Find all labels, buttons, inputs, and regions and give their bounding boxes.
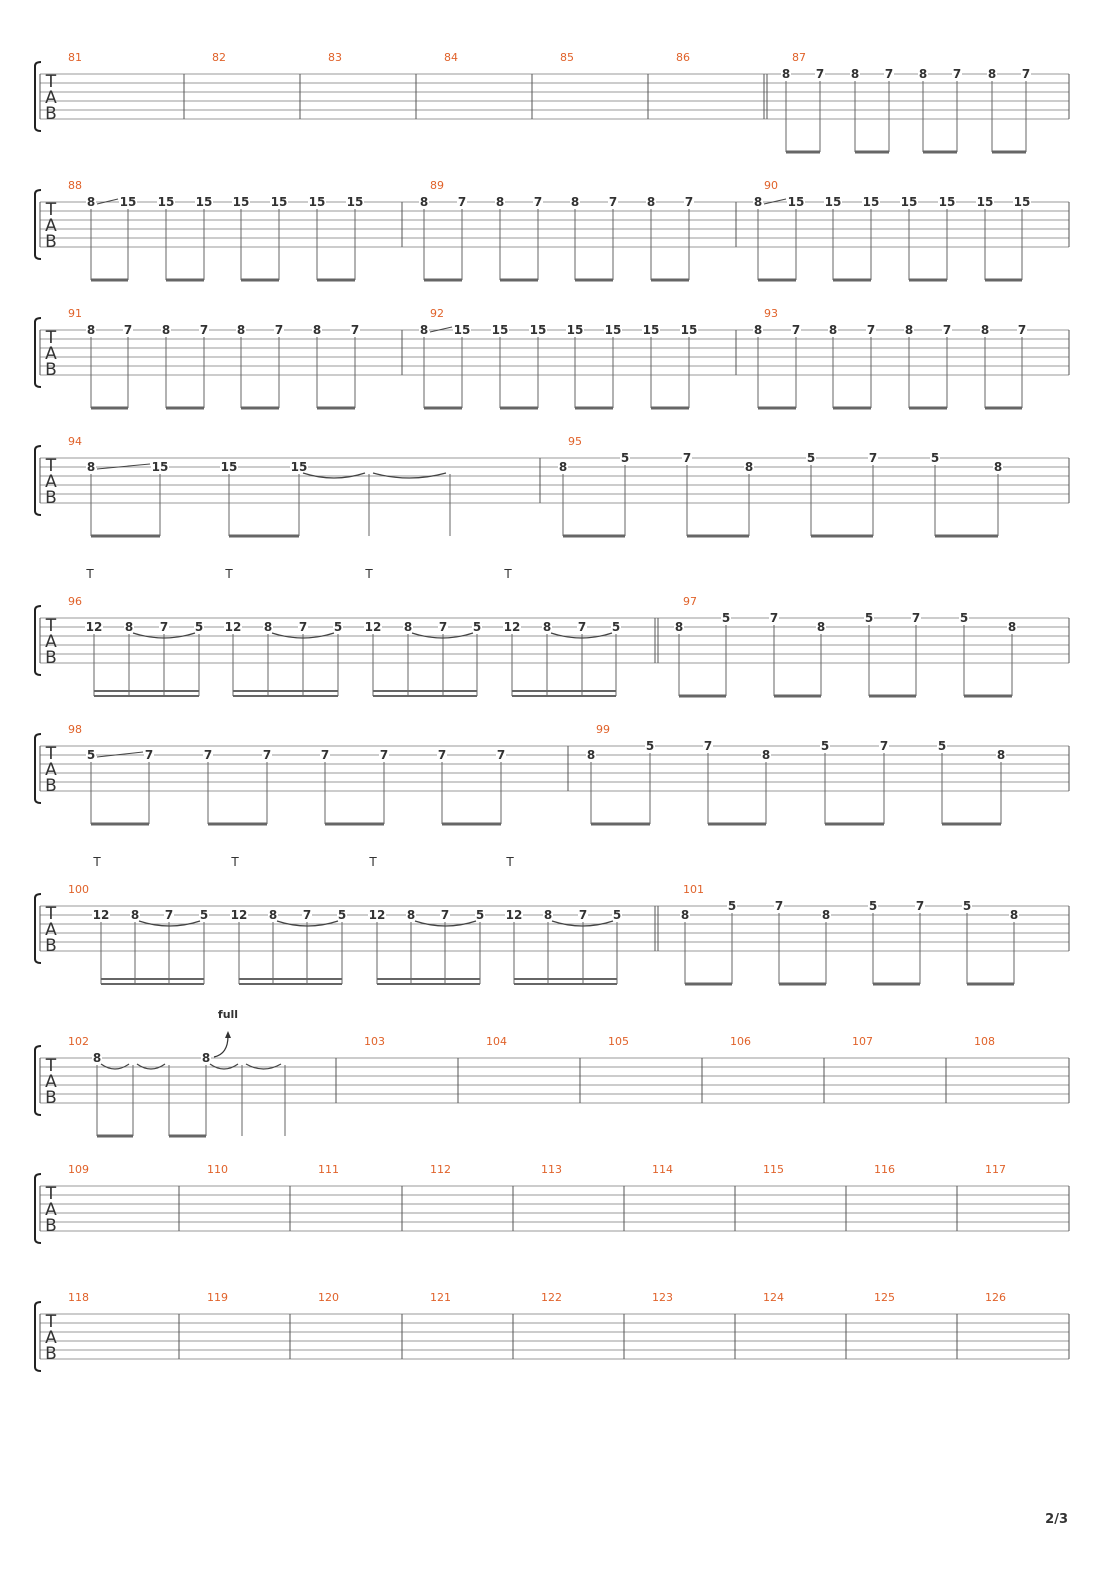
fret-number: 7 bbox=[350, 323, 360, 337]
measure bbox=[730, 1035, 751, 1048]
fret-number: 5 bbox=[475, 908, 485, 922]
tab-system bbox=[35, 51, 1069, 152]
fret-number: 8 bbox=[161, 323, 171, 337]
fret-number: 15 bbox=[270, 195, 288, 209]
fret-number: 8 bbox=[403, 620, 413, 634]
fret-number: 12 bbox=[368, 908, 386, 922]
fret-number: 5 bbox=[721, 611, 731, 625]
fret-number: 8 bbox=[821, 908, 831, 922]
measure-number: 102 bbox=[68, 1035, 89, 1048]
measure-number: 108 bbox=[974, 1035, 995, 1048]
fret-number: 15 bbox=[220, 460, 238, 474]
tab-clef-letter: T bbox=[45, 200, 57, 220]
measure-number: 91 bbox=[68, 307, 82, 320]
fret-number: 8 bbox=[1007, 620, 1017, 634]
measure bbox=[328, 51, 342, 64]
measure-number: 117 bbox=[985, 1163, 1006, 1176]
measure-number: 115 bbox=[763, 1163, 784, 1176]
tab-clef-letter: A bbox=[45, 344, 57, 364]
bend-arrowhead bbox=[225, 1031, 231, 1038]
measure-number: 114 bbox=[652, 1163, 673, 1176]
tap-marker: T bbox=[369, 855, 377, 869]
fret-number: 8 bbox=[993, 460, 1003, 474]
measure bbox=[852, 1035, 873, 1048]
fret-number: 7 bbox=[144, 748, 154, 762]
fret-number: 15 bbox=[900, 195, 918, 209]
measure-number: 111 bbox=[318, 1163, 339, 1176]
tap-marker: T bbox=[93, 855, 101, 869]
measure-number: 87 bbox=[792, 51, 806, 64]
measure-number: 81 bbox=[68, 51, 82, 64]
measure bbox=[763, 1163, 784, 1176]
fret-number: 15 bbox=[976, 195, 994, 209]
tab-clef-letter: A bbox=[45, 1328, 57, 1348]
measure bbox=[318, 1291, 339, 1304]
fret-number: 7 bbox=[123, 323, 133, 337]
fret-number: 8 bbox=[406, 908, 416, 922]
fret-number: 8 bbox=[263, 620, 273, 634]
fret-number: 8 bbox=[1009, 908, 1019, 922]
fret-number: 5 bbox=[472, 620, 482, 634]
fret-number: 8 bbox=[419, 195, 429, 209]
measure bbox=[444, 51, 458, 64]
fret-number: 7 bbox=[952, 67, 962, 81]
measure bbox=[985, 1163, 1006, 1176]
tab-clef-letter: T bbox=[45, 456, 57, 476]
fret-number: 8 bbox=[816, 620, 826, 634]
measure bbox=[68, 1008, 285, 1136]
fret-number: 5 bbox=[937, 739, 947, 753]
fret-number: 5 bbox=[611, 620, 621, 634]
measure bbox=[318, 1163, 339, 1176]
measure-number: 90 bbox=[764, 179, 778, 192]
tab-clef-letter: A bbox=[45, 88, 57, 108]
fret-number: 12 bbox=[503, 620, 521, 634]
fret-number: 15 bbox=[938, 195, 956, 209]
fret-number: 8 bbox=[586, 748, 596, 762]
tab-clef-letter: T bbox=[45, 1056, 57, 1076]
measure bbox=[985, 1291, 1006, 1304]
measure bbox=[652, 1291, 673, 1304]
measure-number: 92 bbox=[430, 307, 444, 320]
tap-marker: T bbox=[506, 855, 514, 869]
fret-number: 15 bbox=[195, 195, 213, 209]
measure bbox=[68, 1291, 89, 1304]
fret-number: 15 bbox=[680, 323, 698, 337]
fret-number: 15 bbox=[787, 195, 805, 209]
tap-marker: T bbox=[231, 855, 239, 869]
fret-number: 15 bbox=[151, 460, 169, 474]
fret-number: 12 bbox=[224, 620, 242, 634]
measure bbox=[68, 567, 621, 696]
fret-number: 7 bbox=[379, 748, 389, 762]
fret-number: 7 bbox=[203, 748, 213, 762]
fret-number: 7 bbox=[884, 67, 894, 81]
fret-number: 5 bbox=[727, 899, 737, 913]
fret-number: 8 bbox=[781, 67, 791, 81]
measure bbox=[364, 1035, 385, 1048]
measure-number: 119 bbox=[207, 1291, 228, 1304]
measure-number: 113 bbox=[541, 1163, 562, 1176]
fret-number: 7 bbox=[320, 748, 330, 762]
fret-number: 5 bbox=[806, 451, 816, 465]
measure-number: 106 bbox=[730, 1035, 751, 1048]
tab-clef-letter: B bbox=[45, 104, 57, 124]
fret-number: 7 bbox=[684, 195, 694, 209]
fret-number: 8 bbox=[130, 908, 140, 922]
measure-number: 88 bbox=[68, 179, 82, 192]
measure-number: 94 bbox=[68, 435, 82, 448]
fret-number: 5 bbox=[612, 908, 622, 922]
fret-number: 5 bbox=[868, 899, 878, 913]
fret-number: 7 bbox=[1021, 67, 1031, 81]
tab-clef-letter: B bbox=[45, 1216, 57, 1236]
fret-number: 15 bbox=[453, 323, 471, 337]
fret-number: 12 bbox=[92, 908, 110, 922]
tab-system bbox=[35, 855, 1069, 984]
measure-number: 98 bbox=[68, 723, 82, 736]
tab-clef-letter: A bbox=[45, 472, 57, 492]
fret-number: 8 bbox=[646, 195, 656, 209]
fret-number: 15 bbox=[566, 323, 584, 337]
fret-number: 5 bbox=[864, 611, 874, 625]
measure-number: 126 bbox=[985, 1291, 1006, 1304]
measure-number: 101 bbox=[683, 883, 704, 896]
fret-number: 8 bbox=[558, 460, 568, 474]
tap-marker: T bbox=[86, 567, 94, 581]
fret-number: 8 bbox=[987, 67, 997, 81]
fret-number: 8 bbox=[543, 908, 553, 922]
measure bbox=[652, 1163, 673, 1176]
fret-number: 15 bbox=[157, 195, 175, 209]
fret-number: 7 bbox=[533, 195, 543, 209]
fret-number: 5 bbox=[333, 620, 343, 634]
measure-number: 82 bbox=[212, 51, 226, 64]
fret-number: 7 bbox=[879, 739, 889, 753]
tab-system bbox=[35, 435, 1069, 536]
measure bbox=[541, 1163, 562, 1176]
tab-clef-letter: A bbox=[45, 1200, 57, 1220]
fret-number: 8 bbox=[744, 460, 754, 474]
fret-number: 5 bbox=[820, 739, 830, 753]
tab-system bbox=[35, 179, 1069, 280]
measure bbox=[207, 1291, 228, 1304]
fret-number: 8 bbox=[980, 323, 990, 337]
measure bbox=[430, 1163, 451, 1176]
measure-number: 86 bbox=[676, 51, 690, 64]
measure-number: 93 bbox=[764, 307, 778, 320]
fret-number: 7 bbox=[866, 323, 876, 337]
tab-clef-letter: A bbox=[45, 1072, 57, 1092]
tab-clef-letter: T bbox=[45, 72, 57, 92]
fret-number: 15 bbox=[491, 323, 509, 337]
fret-number: 8 bbox=[674, 620, 684, 634]
measure-number: 107 bbox=[852, 1035, 873, 1048]
measure-number: 84 bbox=[444, 51, 458, 64]
fret-number: 5 bbox=[620, 451, 630, 465]
fret-number: 7 bbox=[298, 620, 308, 634]
measure-number: 124 bbox=[763, 1291, 784, 1304]
bend-label: full bbox=[217, 1008, 239, 1021]
fret-number: 8 bbox=[850, 67, 860, 81]
fret-number: 8 bbox=[542, 620, 552, 634]
fret-number: 8 bbox=[495, 195, 505, 209]
fret-number: 8 bbox=[753, 195, 763, 209]
fret-number: 7 bbox=[274, 323, 284, 337]
fret-number: 7 bbox=[774, 899, 784, 913]
fret-number: 15 bbox=[119, 195, 137, 209]
tab-clef-letter: B bbox=[45, 648, 57, 668]
fret-number: 7 bbox=[1017, 323, 1027, 337]
fret-number: 7 bbox=[815, 67, 825, 81]
fret-number: 7 bbox=[868, 451, 878, 465]
measure bbox=[68, 1163, 89, 1176]
fret-number: 15 bbox=[290, 460, 308, 474]
fret-number: 7 bbox=[682, 451, 692, 465]
measure-number: 97 bbox=[683, 595, 697, 608]
tab-clef-letter: T bbox=[45, 1312, 57, 1332]
fret-number: 15 bbox=[604, 323, 622, 337]
fret-number: 7 bbox=[942, 323, 952, 337]
fret-number: 7 bbox=[703, 739, 713, 753]
fret-number: 8 bbox=[419, 323, 429, 337]
measure-number: 105 bbox=[608, 1035, 629, 1048]
fret-number: 5 bbox=[194, 620, 204, 634]
fret-number: 5 bbox=[959, 611, 969, 625]
fret-number: 7 bbox=[769, 611, 779, 625]
fret-number: 15 bbox=[642, 323, 660, 337]
fret-number: 8 bbox=[761, 748, 771, 762]
fret-number: 7 bbox=[164, 908, 174, 922]
tab-clef-letter: B bbox=[45, 776, 57, 796]
tab-system bbox=[35, 1163, 1069, 1243]
measure-number: 96 bbox=[68, 595, 82, 608]
measure bbox=[207, 1163, 228, 1176]
measure bbox=[974, 1035, 995, 1048]
tab-clef-letter: A bbox=[45, 216, 57, 236]
tab-system bbox=[35, 1008, 1069, 1136]
measure bbox=[212, 51, 226, 64]
fret-number: 8 bbox=[996, 748, 1006, 762]
fret-number: 8 bbox=[86, 460, 96, 474]
tap-marker: T bbox=[365, 567, 373, 581]
fret-number: 7 bbox=[199, 323, 209, 337]
fret-number: 5 bbox=[86, 748, 96, 762]
tab-clef-letter: T bbox=[45, 616, 57, 636]
fret-number: 5 bbox=[645, 739, 655, 753]
fret-number: 15 bbox=[1013, 195, 1031, 209]
fret-number: 8 bbox=[753, 323, 763, 337]
measure-number: 121 bbox=[430, 1291, 451, 1304]
fret-number: 8 bbox=[570, 195, 580, 209]
tap-marker: T bbox=[504, 567, 512, 581]
tab-clef-letter: B bbox=[45, 232, 57, 252]
fret-number: 12 bbox=[230, 908, 248, 922]
measure-number: 83 bbox=[328, 51, 342, 64]
tab-clef-letter: T bbox=[45, 744, 57, 764]
fret-number: 7 bbox=[302, 908, 312, 922]
measure-number: 85 bbox=[560, 51, 574, 64]
measure-number: 104 bbox=[486, 1035, 507, 1048]
measure bbox=[608, 1035, 629, 1048]
measure-number: 109 bbox=[68, 1163, 89, 1176]
fret-number: 8 bbox=[236, 323, 246, 337]
tab-clef-letter: B bbox=[45, 360, 57, 380]
measure-number: 112 bbox=[430, 1163, 451, 1176]
measure-number: 95 bbox=[568, 435, 582, 448]
fret-number: 7 bbox=[915, 899, 925, 913]
fret-number: 15 bbox=[308, 195, 326, 209]
measure bbox=[874, 1291, 895, 1304]
measure-number: 118 bbox=[68, 1291, 89, 1304]
fret-number: 8 bbox=[312, 323, 322, 337]
measure-number: 99 bbox=[596, 723, 610, 736]
fret-number: 7 bbox=[437, 748, 447, 762]
tab-clef-letter: T bbox=[45, 328, 57, 348]
fret-number: 7 bbox=[159, 620, 169, 634]
fret-number: 5 bbox=[199, 908, 209, 922]
measure-number: 110 bbox=[207, 1163, 228, 1176]
measure-number: 123 bbox=[652, 1291, 673, 1304]
measure bbox=[763, 1291, 784, 1304]
tab-clef-letter: B bbox=[45, 1088, 57, 1108]
fret-number: 8 bbox=[86, 195, 96, 209]
measure-number: 116 bbox=[874, 1163, 895, 1176]
fret-number: 5 bbox=[337, 908, 347, 922]
fret-number: 7 bbox=[438, 620, 448, 634]
tab-clef-letter: B bbox=[45, 936, 57, 956]
measure-number: 89 bbox=[430, 179, 444, 192]
fret-number: 5 bbox=[962, 899, 972, 913]
measure bbox=[541, 1291, 562, 1304]
measure-number: 103 bbox=[364, 1035, 385, 1048]
measure bbox=[874, 1163, 895, 1176]
fret-number: 7 bbox=[791, 323, 801, 337]
fret-number: 8 bbox=[268, 908, 278, 922]
fret-number: 7 bbox=[457, 195, 467, 209]
tab-clef-letter: A bbox=[45, 920, 57, 940]
fret-number: 7 bbox=[440, 908, 450, 922]
fret-number: 8 bbox=[904, 323, 914, 337]
fret-number: 7 bbox=[578, 908, 588, 922]
page-number: 2/3 bbox=[1045, 1512, 1068, 1527]
measure-number: 100 bbox=[68, 883, 89, 896]
fret-number: 5 bbox=[930, 451, 940, 465]
tab-clef-letter: A bbox=[45, 760, 57, 780]
fret-number: 7 bbox=[577, 620, 587, 634]
tab-systems bbox=[35, 51, 1069, 1371]
fret-number: 7 bbox=[608, 195, 618, 209]
fret-number: 7 bbox=[262, 748, 272, 762]
fret-number: 12 bbox=[364, 620, 382, 634]
fret-number: 8 bbox=[92, 1051, 102, 1065]
fret-number: 8 bbox=[201, 1051, 211, 1065]
measure-number: 125 bbox=[874, 1291, 895, 1304]
measure-number: 120 bbox=[318, 1291, 339, 1304]
tab-system bbox=[35, 307, 1069, 408]
measure bbox=[68, 51, 82, 64]
tab-clef-letter: B bbox=[45, 1344, 57, 1364]
fret-number: 8 bbox=[680, 908, 690, 922]
fret-number: 15 bbox=[824, 195, 842, 209]
fret-number: 8 bbox=[918, 67, 928, 81]
fret-number: 8 bbox=[828, 323, 838, 337]
fret-number: 12 bbox=[505, 908, 523, 922]
measure-number: 122 bbox=[541, 1291, 562, 1304]
measure bbox=[430, 1291, 451, 1304]
fret-number: 15 bbox=[232, 195, 250, 209]
tab-system bbox=[35, 567, 1069, 696]
measure bbox=[676, 51, 690, 64]
fret-number: 7 bbox=[496, 748, 506, 762]
measure bbox=[560, 51, 574, 64]
fret-number: 15 bbox=[862, 195, 880, 209]
tab-system bbox=[35, 723, 1069, 824]
tab-system bbox=[35, 1291, 1069, 1371]
tap-marker: T bbox=[225, 567, 233, 581]
fret-number: 15 bbox=[529, 323, 547, 337]
tab-clef-letter: B bbox=[45, 488, 57, 508]
fret-number: 15 bbox=[346, 195, 364, 209]
fret-number: 12 bbox=[85, 620, 103, 634]
fret-number: 8 bbox=[86, 323, 96, 337]
fret-number: 8 bbox=[124, 620, 134, 634]
tab-clef-letter: T bbox=[45, 904, 57, 924]
tab-clef-letter: T bbox=[45, 1184, 57, 1204]
tab-clef-letter: A bbox=[45, 632, 57, 652]
measure bbox=[68, 855, 622, 984]
measure bbox=[486, 1035, 507, 1048]
bend-arrow bbox=[214, 1036, 228, 1057]
fret-number: 7 bbox=[911, 611, 921, 625]
